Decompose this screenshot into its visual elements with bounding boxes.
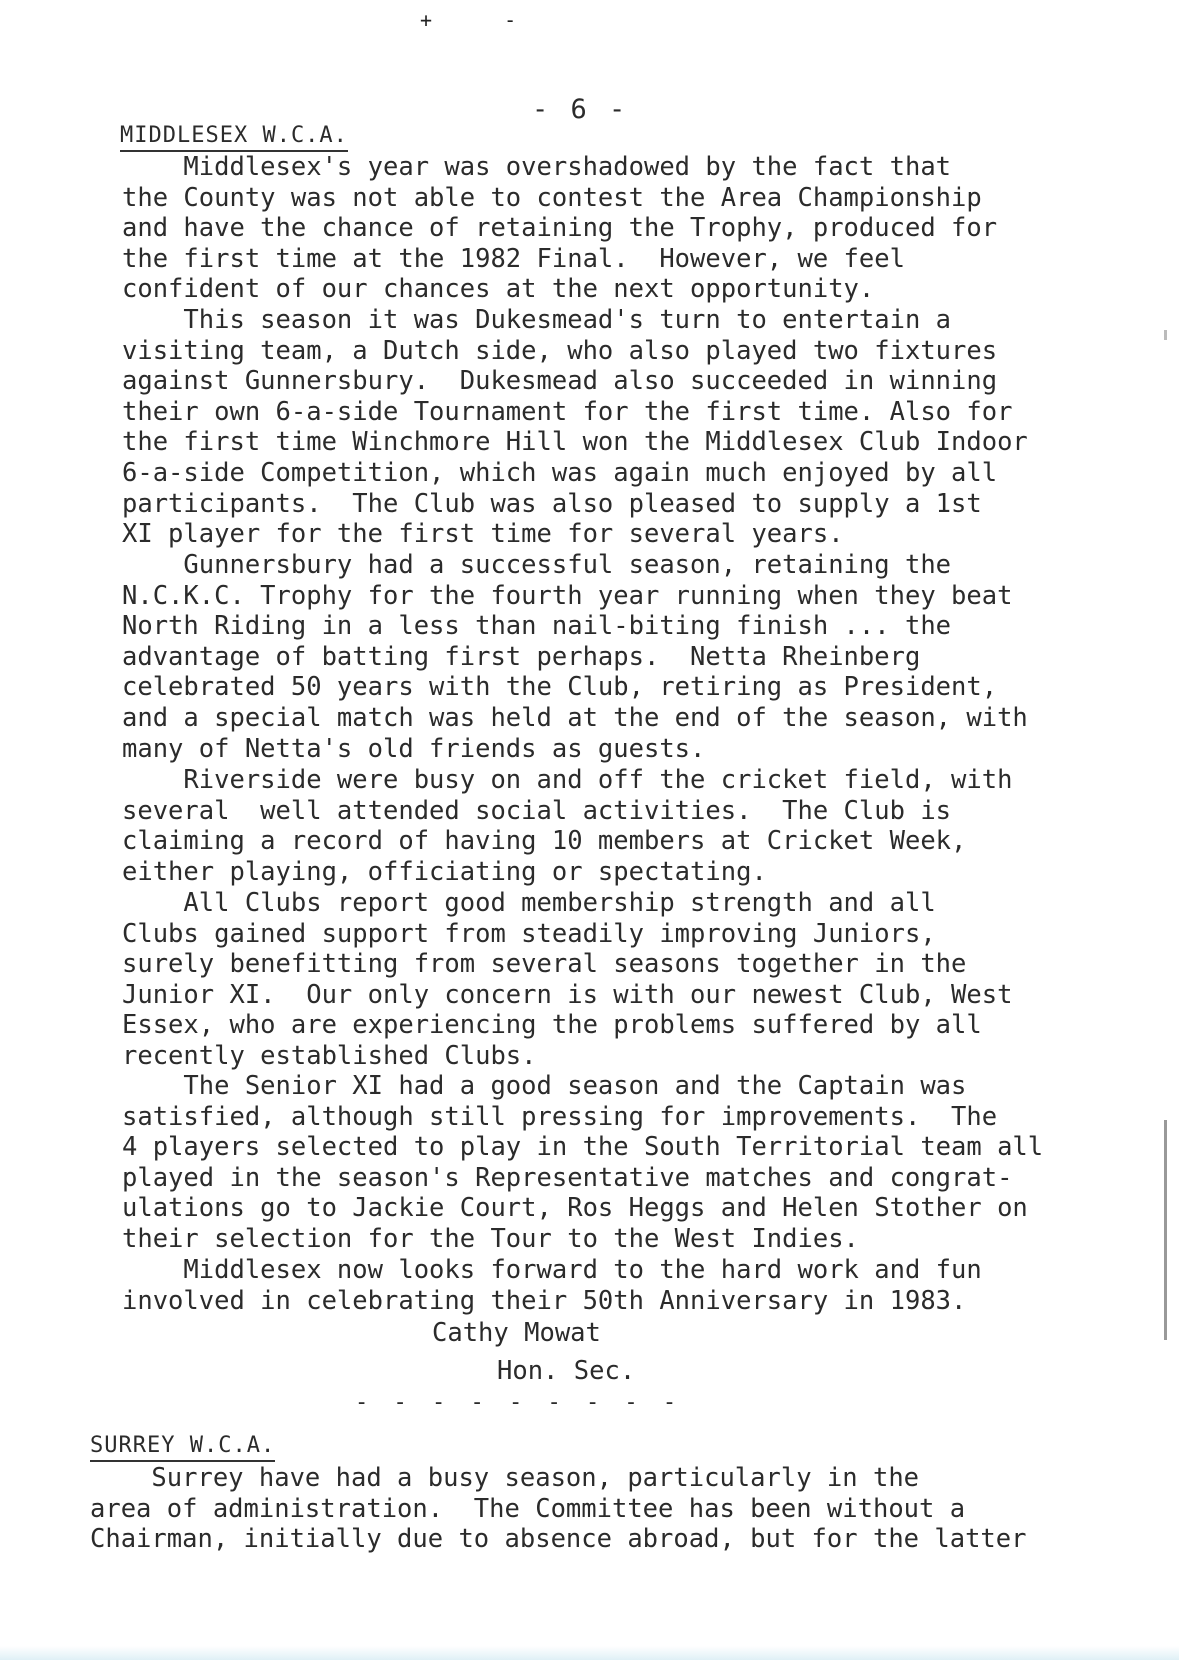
middlesex-paragraph-2: This season it was Dukesmead's turn to entertain a visiting team, a Dutch side, who also played two fixtures against Gunnersbury. Dukesmead also succeeded in winning their own 6-a-side Tournament for the first time. Also for the first time Winchmore Hill won the Middlesex Club Indoor 6-a-side Competition, which was again much enjoyed by all participants. The Club was also pleased to supply a 1st XI player for the first time for several years. (122, 305, 1028, 550)
middlesex-paragraph-3: Gunnersbury had a successful season, retaining the N.C.K.C. Trophy for the fourth year running when they beat North Riding in a less than nail-biting finish ... the advantage of batting first perhaps. Netta Rheinberg celebrated 50 years with the Club, retiring as President, and a special match was held at the end of the season, with many of Netta's old friends as guests. (122, 550, 1028, 764)
surrey-heading: SURREY W.C.A. (90, 1433, 275, 1462)
middlesex-paragraph-7: Middlesex now looks forward to the hard work and fun involved in celebrating their 50th Anniversary in 1983. (122, 1255, 982, 1316)
middlesex-paragraph-1: Middlesex's year was overshadowed by the fact that the County was not able to contest the Area Championship and have the chance of retaining the Trophy, produced for the first time at the 1982 Final. However, we feel confident of our chances at the next opportunity. (122, 152, 998, 305)
section-separator: - - - - - - - - - (355, 1390, 683, 1415)
middlesex-heading: MIDDLESEX W.C.A. (120, 123, 348, 152)
top-mark: + - (420, 8, 547, 32)
middlesex-paragraph-4: Riverside were busy on and off the cricket field, with several well attended social activities. The Club is claiming a record of having 10 members at Cricket Week, either playing, officiating or spectating. (122, 765, 1013, 887)
margin-edge-shadow (1164, 1120, 1167, 1340)
margin-speck (1164, 330, 1167, 340)
middlesex-paragraph-5: All Clubs report good membership strength and all Clubs gained support from steadily improving Juniors, surely benefitting from several seasons together in the Junior XI. Our only concern is with our newest Club, West Essex, who are experiencing the problems suffered by all recently established Clubs. (122, 888, 1013, 1071)
signature-name: Cathy Mowat (432, 1318, 601, 1348)
signature-title: Hon. Sec. (497, 1356, 636, 1386)
page-number: - 6 - (532, 94, 629, 125)
surrey-paragraph-1: Surrey have had a busy season, particularly in the area of administration. The Committee has been without a Chairman, initially due to absence abroad, but for the latter (90, 1463, 1027, 1555)
middlesex-paragraph-6: The Senior XI had a good season and the Captain was satisfied, although still pressing for improvements. The 4 players selected to play in the South Territorial team all played in the season's Representative matches and congrat- ulations go to Jackie Court, Ros Heggs and Helen Stother on their selection for the Tour to the West Indies. (122, 1071, 1044, 1254)
scan-edge-tint (0, 1646, 1179, 1660)
